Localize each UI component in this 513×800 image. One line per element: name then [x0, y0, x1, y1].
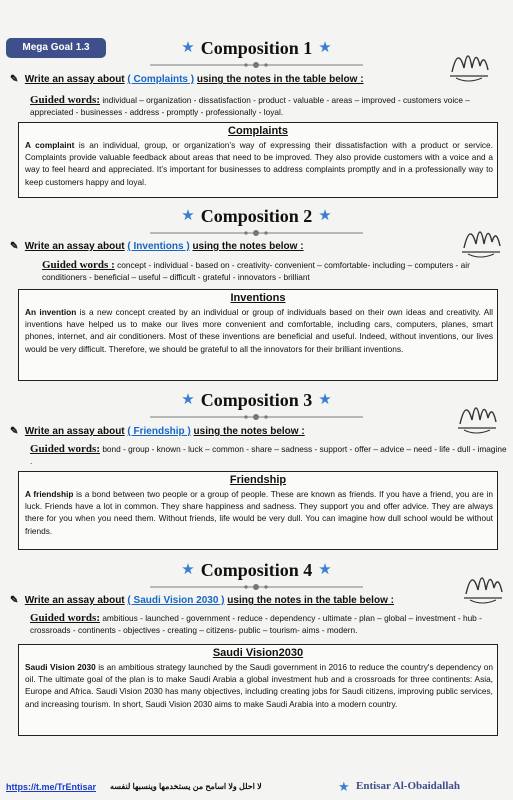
box-title: Saudi Vision2030: [212, 647, 304, 659]
box-text: A complaint is an individual, group, or organization’s way of expressing their dissatisfaction with a product or service. Complaints provide valuable feedback about areas that need to be improved. They also provide customers with a voice and a way to feel heard and appreciated. It’s important for businesses to address complaints promptly and in a professionally way to keep customers happy and loyal.: [25, 140, 493, 187]
box-title: Complaints: [228, 125, 288, 137]
author-name: Entisar Al-Obaidallah: [356, 780, 461, 792]
pen-icon: ✎: [10, 241, 19, 252]
calligraphy-emblem: [446, 38, 492, 84]
composition-3-box: [18, 471, 498, 550]
composition-3-guided-words: Guided words: bond - group - known - luck – common - share – sadness - support - offer – advice – need - life - dull - imagine .: [30, 443, 507, 466]
composition-4-heading: ★ Composition 4 ★: [181, 560, 332, 580]
composition-4-guided-words: Guided words: ambitious - launched - government - reduce - dependency - ultimate - plan – global – investment - hub - crossroads - continents - objectives - creating – citizens- public – tourism- aims - modern.: [30, 612, 482, 635]
star-icon: ★: [181, 39, 195, 56]
telegram-link[interactable]: https://t.me/TrEntisar: [6, 782, 97, 792]
calligraphy-emblem: [460, 560, 506, 606]
star-icon: ★: [318, 39, 332, 56]
flourish-divider: [150, 60, 363, 70]
composition-4-box: [18, 644, 498, 736]
star-icon: ★: [318, 207, 332, 224]
star-icon: ★: [338, 779, 350, 794]
composition-3-instruction: ✎ Write an assay about ( Friendship ) using the notes below :: [10, 426, 305, 437]
composition-2-heading: ★ Composition 2 ★: [181, 206, 332, 226]
pen-icon: ✎: [10, 74, 19, 85]
box-title: Inventions: [230, 292, 286, 304]
box-text: A friendship is a bond between two people or a group of people. These are known as friends. If you have a friend, you are in luck. Friends have a lot in common. They share happiness and sadness. They support you and offer advice. They are always there for you when you need them. Without friends, life would be very dull. You can imagine how dull school would be without friends.: [25, 489, 493, 536]
flourish-divider: [150, 582, 363, 592]
star-icon: ★: [181, 561, 195, 578]
composition-1-box: [18, 122, 498, 198]
composition-1-guided-words: Guided words: individual – organization - dissatisfaction - product - valuable - areas – improved - customers voice – appreciated - businesses - address - promptly - professionally - loyal.: [30, 94, 470, 117]
star-icon: ★: [181, 391, 195, 408]
pen-icon: ✎: [10, 426, 19, 437]
composition-2-instruction: ✎ Write an assay about ( Inventions ) using the notes below :: [10, 241, 304, 252]
calligraphy-emblem: [458, 214, 504, 260]
flourish-divider: [150, 412, 363, 422]
composition-1-instruction: ✎ Write an assay about ( Complaints ) using the notes in the table below :: [10, 74, 364, 85]
box-title: Friendship: [229, 474, 287, 486]
composition-2-box: [18, 289, 498, 381]
star-icon: ★: [318, 391, 332, 408]
footer-arabic-note: لا احلل ولا اسامح من يستخدمها وينسبها لنفسه: [110, 782, 262, 791]
mega-goal-badge: Mega Goal 1.3: [6, 38, 106, 58]
composition-1-heading: ★ Composition 1 ★: [181, 38, 332, 58]
composition-2-guided-words: Guided words : concept - individual - based on - creativity- convenient – comfortable- including – computers - air conditioners - beneficial – useful – difficult - grateful - innovators - brilliant: [42, 259, 470, 282]
composition-3-heading: ★ Composition 3 ★: [181, 390, 332, 410]
box-text: An invention is a new concept created by an individual or group of individuals based on their own ideas and creativity. All inventions have helped us to make our lives more convenient and comfortable, including cars, computers, planes, smart phones, internet, and air conditioners. Most of these inventions are beneficial and useful. Indeed, without inventions, our lives would be very difficult. Therefore, we should be grateful to all the innovators for their brilliant inventions.: [25, 307, 493, 354]
star-icon: ★: [318, 561, 332, 578]
pen-icon: ✎: [10, 595, 19, 606]
calligraphy-emblem: [454, 390, 500, 436]
flourish-divider: [150, 228, 363, 238]
box-text: Saudi Vision 2030 is an ambitious strategy launched by the Saudi government in 2016 to reduce the country's dependency on oil. The ultimate goal of the plan is to make Saudi Arabia a global investment hub and a crossroads for three continents: Asia, Europe and Africa. Saudi Vision 2030 has many objectives, including creating jobs for Saudi citizens, improving public services, and increasing tourism. In short, Saudi Vision 2030 aims to make Saudi Arabia into a modern country.: [25, 662, 494, 709]
composition-4-instruction: ✎ Write an assay about ( Saudi Vision 2030 ) using the notes in the table below :: [10, 595, 394, 606]
star-icon: ★: [181, 207, 195, 224]
